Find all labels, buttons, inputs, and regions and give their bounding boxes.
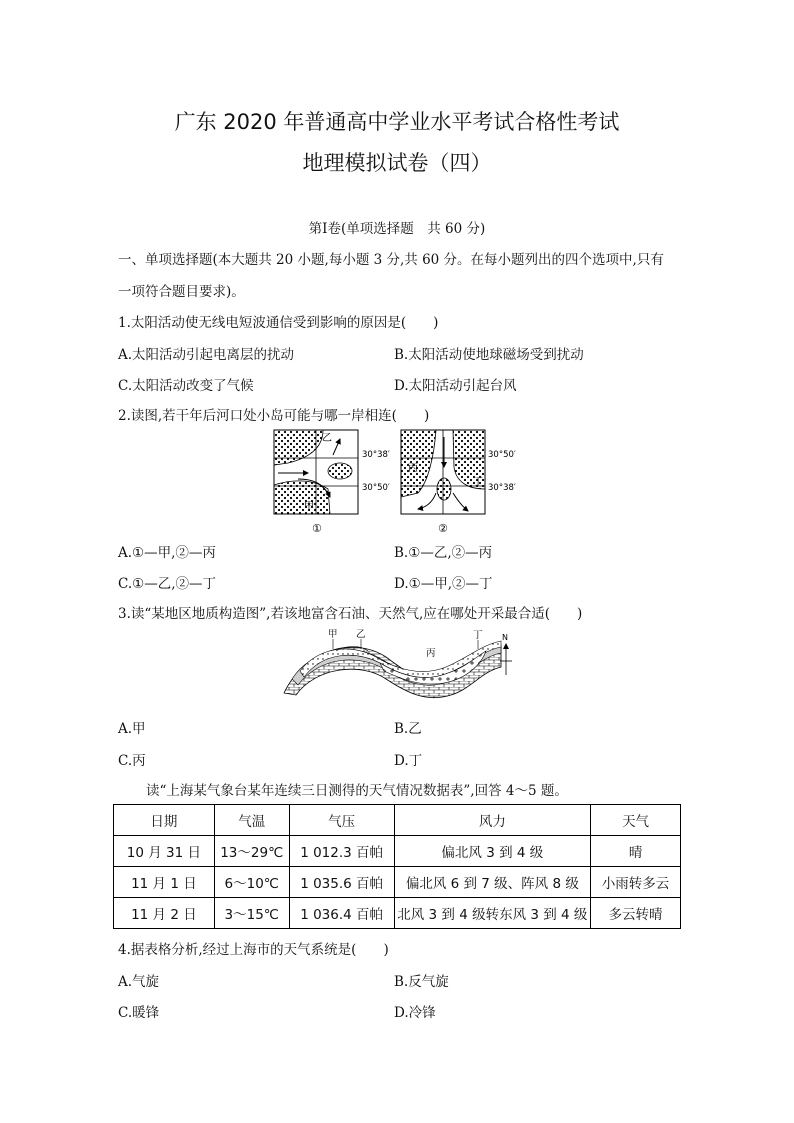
q2-option-b[interactable]: B.①—乙,②—丙 (394, 545, 493, 561)
q3-option-a[interactable]: A.甲 (118, 721, 146, 737)
figure-2-map (401, 430, 516, 535)
north-arrow-icon (500, 633, 512, 675)
cell-pressure: 1 012.3 百帕 (289, 836, 394, 867)
fig1-bank-upper-label: 乙 (322, 433, 332, 444)
label-jia: 甲 (328, 629, 338, 640)
q2-option-d[interactable]: D.①—甲,②—丁 (394, 576, 493, 592)
cell-date: 11 月 2 日 (114, 898, 215, 929)
q4-option-b[interactable]: B.反气旋 (394, 974, 449, 990)
cell-temperature: 3～15℃ (214, 898, 289, 929)
q3-option-d[interactable]: D.丁 (394, 753, 423, 769)
island (328, 463, 352, 479)
table-header-row (114, 805, 681, 836)
fig1-label: ① (312, 522, 322, 535)
instructions-line1: 一、单项选择题(本大题共 20 小题,每小题 3 分,共 60 分。在每小题列出的四个选项中,只有 (118, 252, 664, 268)
q45-intro: 读“上海某气象台某年连续三日测得的天气情况数据表”,回答 4～5 题。 (146, 783, 568, 799)
fig2-label: ② (438, 522, 448, 535)
weather-table (113, 804, 681, 929)
river-mouth-figure (268, 427, 516, 539)
cell-temperature: 13～29℃ (214, 836, 289, 867)
geologic-structure-figure (276, 627, 526, 697)
island (437, 478, 451, 500)
q3-option-c[interactable]: C.丙 (118, 753, 146, 769)
q4-option-d[interactable]: D.冷锋 (394, 1005, 436, 1021)
cell-weather: 多云转晴 (591, 898, 681, 929)
cell-date: 11 月 1 日 (114, 867, 215, 898)
section-heading: 第Ⅰ卷(单项选择题 共 60 分) (308, 221, 486, 237)
cell-pressure: 1 035.6 百帕 (289, 867, 394, 898)
header-wind: 风力 (394, 805, 591, 836)
q2-stem: 2.读图,若干年后河口处小岛可能与哪一岸相连( ) (118, 408, 430, 424)
fig2-bank-left-label: 丙 (408, 463, 418, 474)
cell-wind: 偏北风 6 到 7 级、阵风 8 级 (394, 867, 591, 898)
fig2-bank-right-label: 丁 (473, 477, 483, 488)
q4-option-c[interactable]: C.暖锋 (118, 1005, 160, 1021)
table-row (114, 898, 681, 929)
cell-weather: 晴 (591, 836, 681, 867)
q3-stem: 3.读“某地区地质构造图”,若该地富含石油、天然气,应在哪处开采最合适( ) (118, 606, 583, 622)
q3-option-b[interactable]: B.乙 (394, 721, 422, 737)
header-date: 日期 (114, 805, 215, 836)
cell-date: 10 月 31 日 (114, 836, 215, 867)
header-weather: 天气 (591, 805, 681, 836)
q1-option-d[interactable]: D.太阳活动引起台风 (394, 378, 517, 394)
table-row (114, 867, 681, 898)
label-bing: 丙 (426, 648, 436, 659)
header-pressure: 气压 (289, 805, 394, 836)
q1-option-b[interactable]: B.太阳活动使地球磁场受到扰动 (394, 347, 584, 363)
cell-weather: 小雨转多云 (591, 867, 681, 898)
cell-wind: 偏北风 3 到 4 级 (394, 836, 591, 867)
exam-title: 广东 2020 年普通高中学业水平考试合格性考试 (174, 110, 620, 134)
q2-option-a[interactable]: A.①—甲,②—丙 (118, 545, 216, 561)
label-yi: 乙 (356, 629, 366, 640)
cell-wind: 北风 3 到 4 级转东风 3 到 4 级 (394, 898, 591, 929)
fig1-bank-lower-label: 甲 (304, 501, 314, 512)
q4-option-a[interactable]: A.气旋 (118, 974, 160, 990)
svg-text:N: N (502, 633, 508, 642)
q1-option-c[interactable]: C.太阳活动改变了气候 (118, 378, 254, 394)
q2-option-c[interactable]: C.①—乙,②—丁 (118, 576, 217, 592)
figure-1-map (274, 430, 390, 535)
exam-subtitle: 地理模拟试卷（四） (302, 151, 492, 175)
fig2-lat-top: 30°50′ (488, 450, 516, 460)
fig1-lat-top: 30°38′ (362, 450, 390, 460)
cell-temperature: 6～10℃ (214, 867, 289, 898)
table-row (114, 836, 681, 867)
label-ding: 丁 (473, 630, 483, 641)
header-temperature: 气温 (214, 805, 289, 836)
fig1-lat-bottom: 30°50′ (362, 483, 390, 493)
instructions-line2: 一项符合题目要求)。 (118, 284, 245, 300)
q1-stem: 1.太阳活动使无线电短波通信受到影响的原因是( ) (118, 315, 439, 331)
q1-option-a[interactable]: A.太阳活动引起电离层的扰动 (118, 347, 295, 363)
fig2-lat-bottom: 30°38′ (488, 483, 516, 493)
cell-pressure: 1 036.4 百帕 (289, 898, 394, 929)
q4-stem: 4.据表格分析,经过上海市的天气系统是( ) (118, 942, 389, 958)
